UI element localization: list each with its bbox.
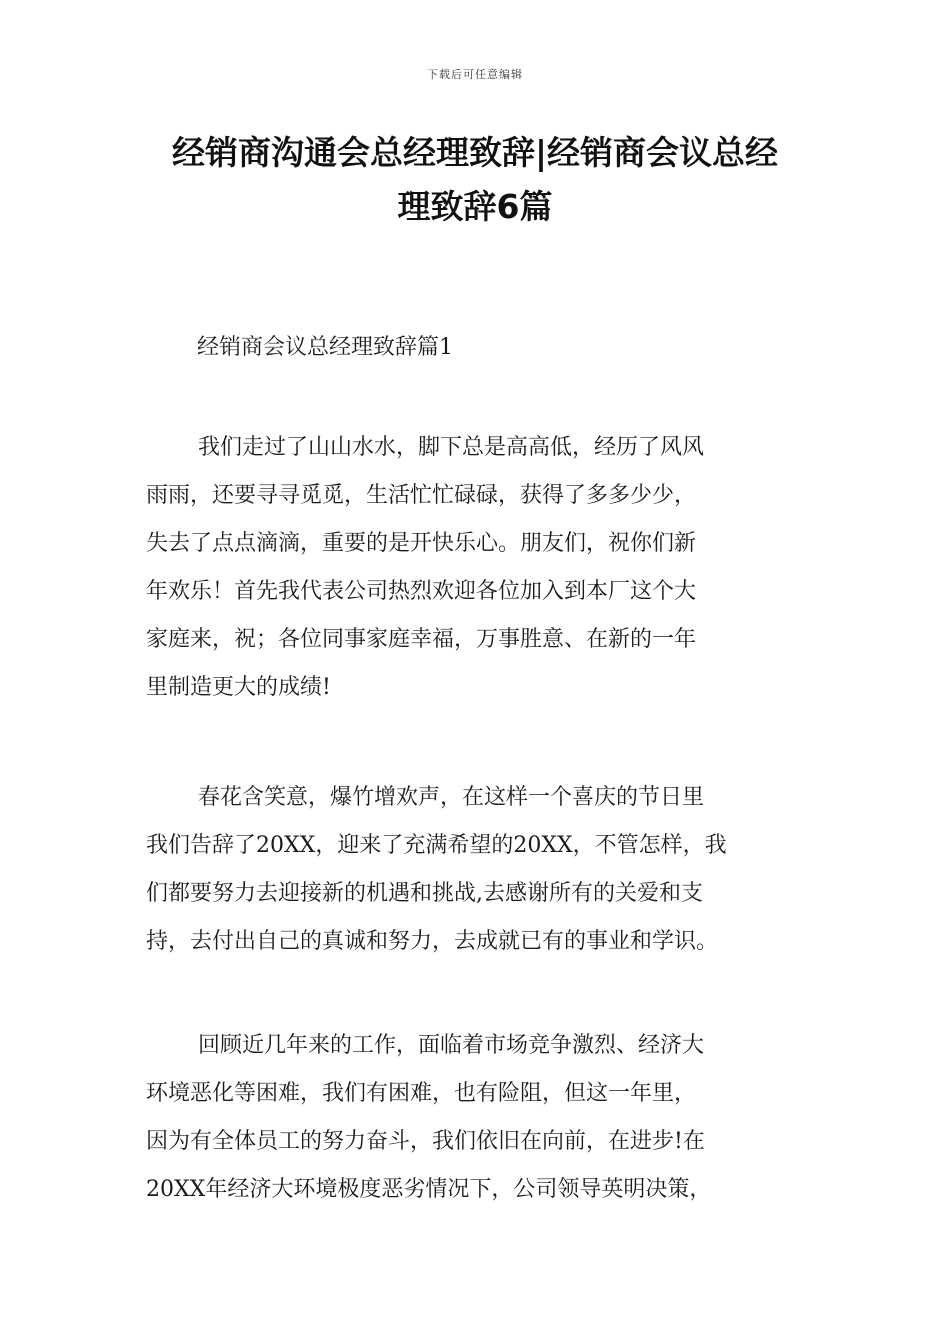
paragraph-line: 家庭来，祝；各位同事家庭幸福，万事胜意、在新的一年: [146, 627, 697, 652]
download-note: 下载后可任意编辑: [427, 68, 523, 81]
paragraph-line: 我们走过了山山水水，脚下总是高高低，经历了风风: [198, 435, 705, 460]
paragraph-line: 失去了点点滴滴，重要的是开快乐心。朋友们，祝你们新: [146, 531, 697, 556]
paragraph-2: [146, 774, 808, 966]
paragraph-line: 年欢乐！首先我代表公司热烈欢迎各位加入到本厂这个大: [146, 579, 697, 604]
paragraph-line: 回顾近几年来的工作，面临着市场竞争激烈、经济大: [198, 1033, 705, 1058]
section-heading: 经销商会议总经理致辞篇1: [197, 335, 453, 360]
title-line-2: 理致辞6篇: [397, 187, 553, 226]
document-title: [120, 126, 830, 234]
paragraph-3: [146, 1022, 808, 1214]
paragraph-line: 雨雨，还要寻寻觅觅，生活忙忙碌碌，获得了多多少少，: [146, 483, 697, 508]
paragraph-line: 环境恶化等困难，我们有困难，也有险阻，但这一年里，: [146, 1081, 697, 1106]
paragraph-line: 里制造更大的成绩!: [146, 675, 331, 700]
paragraph-line: 持，去付出自己的真诚和努力，去成就已有的事业和学识。: [146, 929, 719, 954]
paragraph-line: 春花含笑意，爆竹增欢声，在这样一个喜庆的节日里: [198, 785, 705, 810]
paragraph-1: [146, 424, 808, 712]
paragraph-line: 因为有全体员工的努力奋斗，我们依旧在向前，在进步!在: [146, 1129, 705, 1154]
paragraph-line: 们都要努力去迎接新的机遇和挑战,去感谢所有的关爱和支: [146, 881, 703, 906]
paragraph-line: 20XX年经济大环境极度恶劣情况下，公司领导英明决策，: [146, 1177, 712, 1202]
title-line-1: 经销商沟通会总经理致辞|经销商会议总经: [171, 133, 779, 172]
paragraph-line: 我们告辞了20XX，迎来了充满希望的20XX，不管怎样，我: [146, 833, 727, 858]
